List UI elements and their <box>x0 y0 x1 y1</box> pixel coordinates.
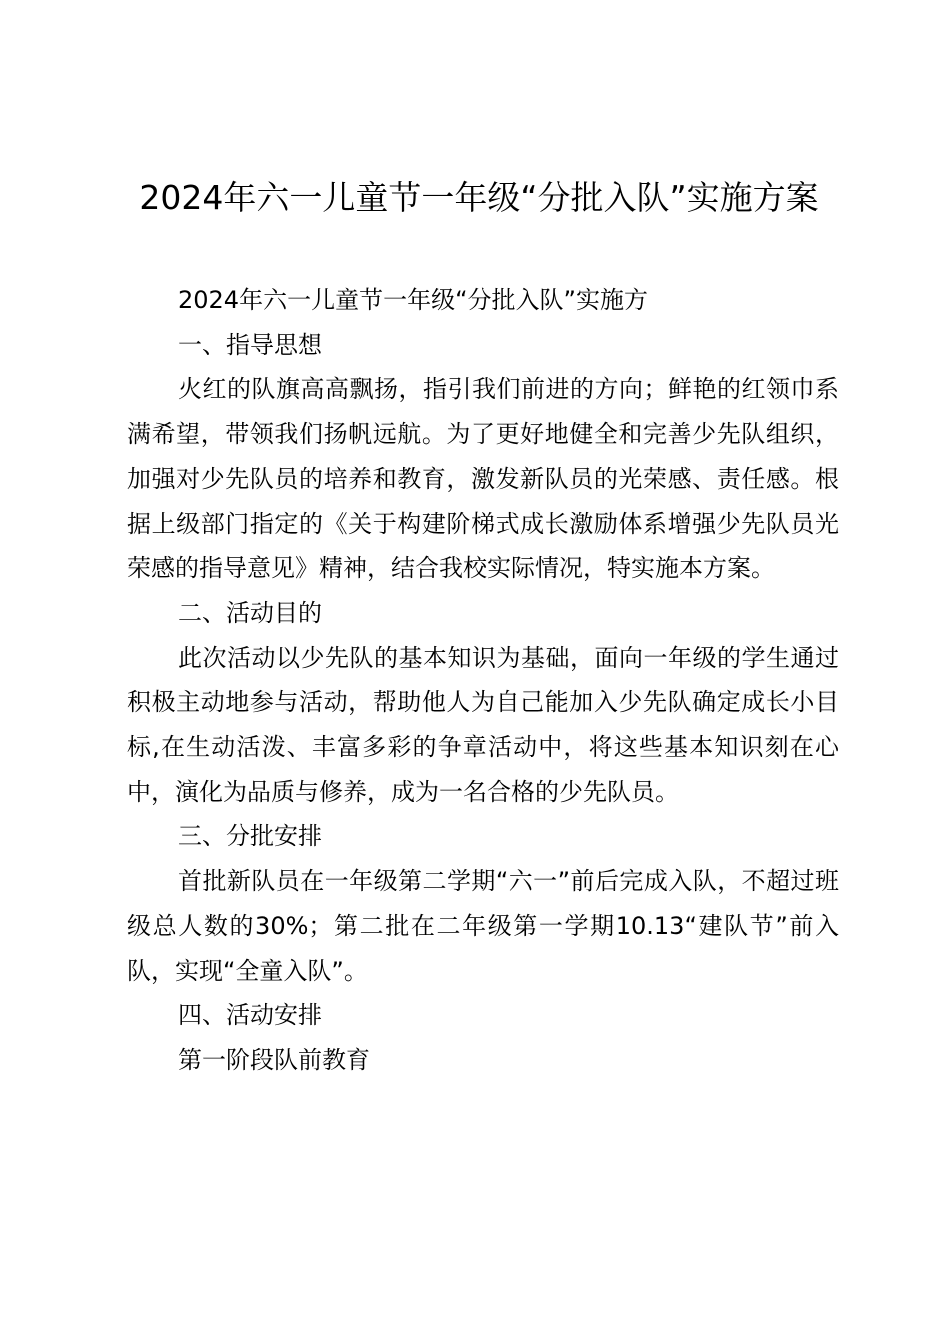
subtitle-line: 2024年六一儿童节一年级“分批入队”实施方 <box>178 286 648 314</box>
section-heading-batch-arrangement: 三、分批安排 <box>178 822 322 851</box>
document-body <box>127 278 839 1083</box>
paragraph-guiding-ideology: 火红的队旗高高飘扬，指引我们前进的方向；鲜艳的红领巾系满希望，带领我们扬帆远航。为了更好地健全和完善少先队组织，加强对少先队员的培养和教育，激发新队员的光荣感、责任感。根据上级部门指定的《关于构建阶梯式成长激励体系增强少先队员光荣感的指导意见》精神，结合我校实际情况，特实施本方案。 <box>127 375 839 583</box>
section-heading-activity-purpose: 二、活动目的 <box>178 598 322 627</box>
section-heading-activity-arrangement: 四、活动安排 <box>178 1001 322 1030</box>
paragraph-activity-purpose: 此次活动以少先队的基本知识为基础，面向一年级的学生通过积极主动地参与活动，帮助他人为自己能加入少先队确定成长小目标,在生动活泼、丰富多彩的争章活动中，将这些基本知识刻在心中，演化为品质与修养，成为一名合格的少先队员。 <box>127 643 839 806</box>
subsection-heading-stage-one: 第一阶段队前教育 <box>178 1045 370 1074</box>
document-title: 2024年六一儿童节一年级“分批入队”实施方案 <box>139 178 819 217</box>
paragraph-batch-arrangement: 首批新队员在一年级第二学期“六一”前后完成入队，不超过班级总人数的30%；第二批在二年级第一学期10.13“建队节”前入队，实现“全童入队”。 <box>127 867 839 985</box>
section-heading-guiding-ideology: 一、指导思想 <box>178 330 322 359</box>
